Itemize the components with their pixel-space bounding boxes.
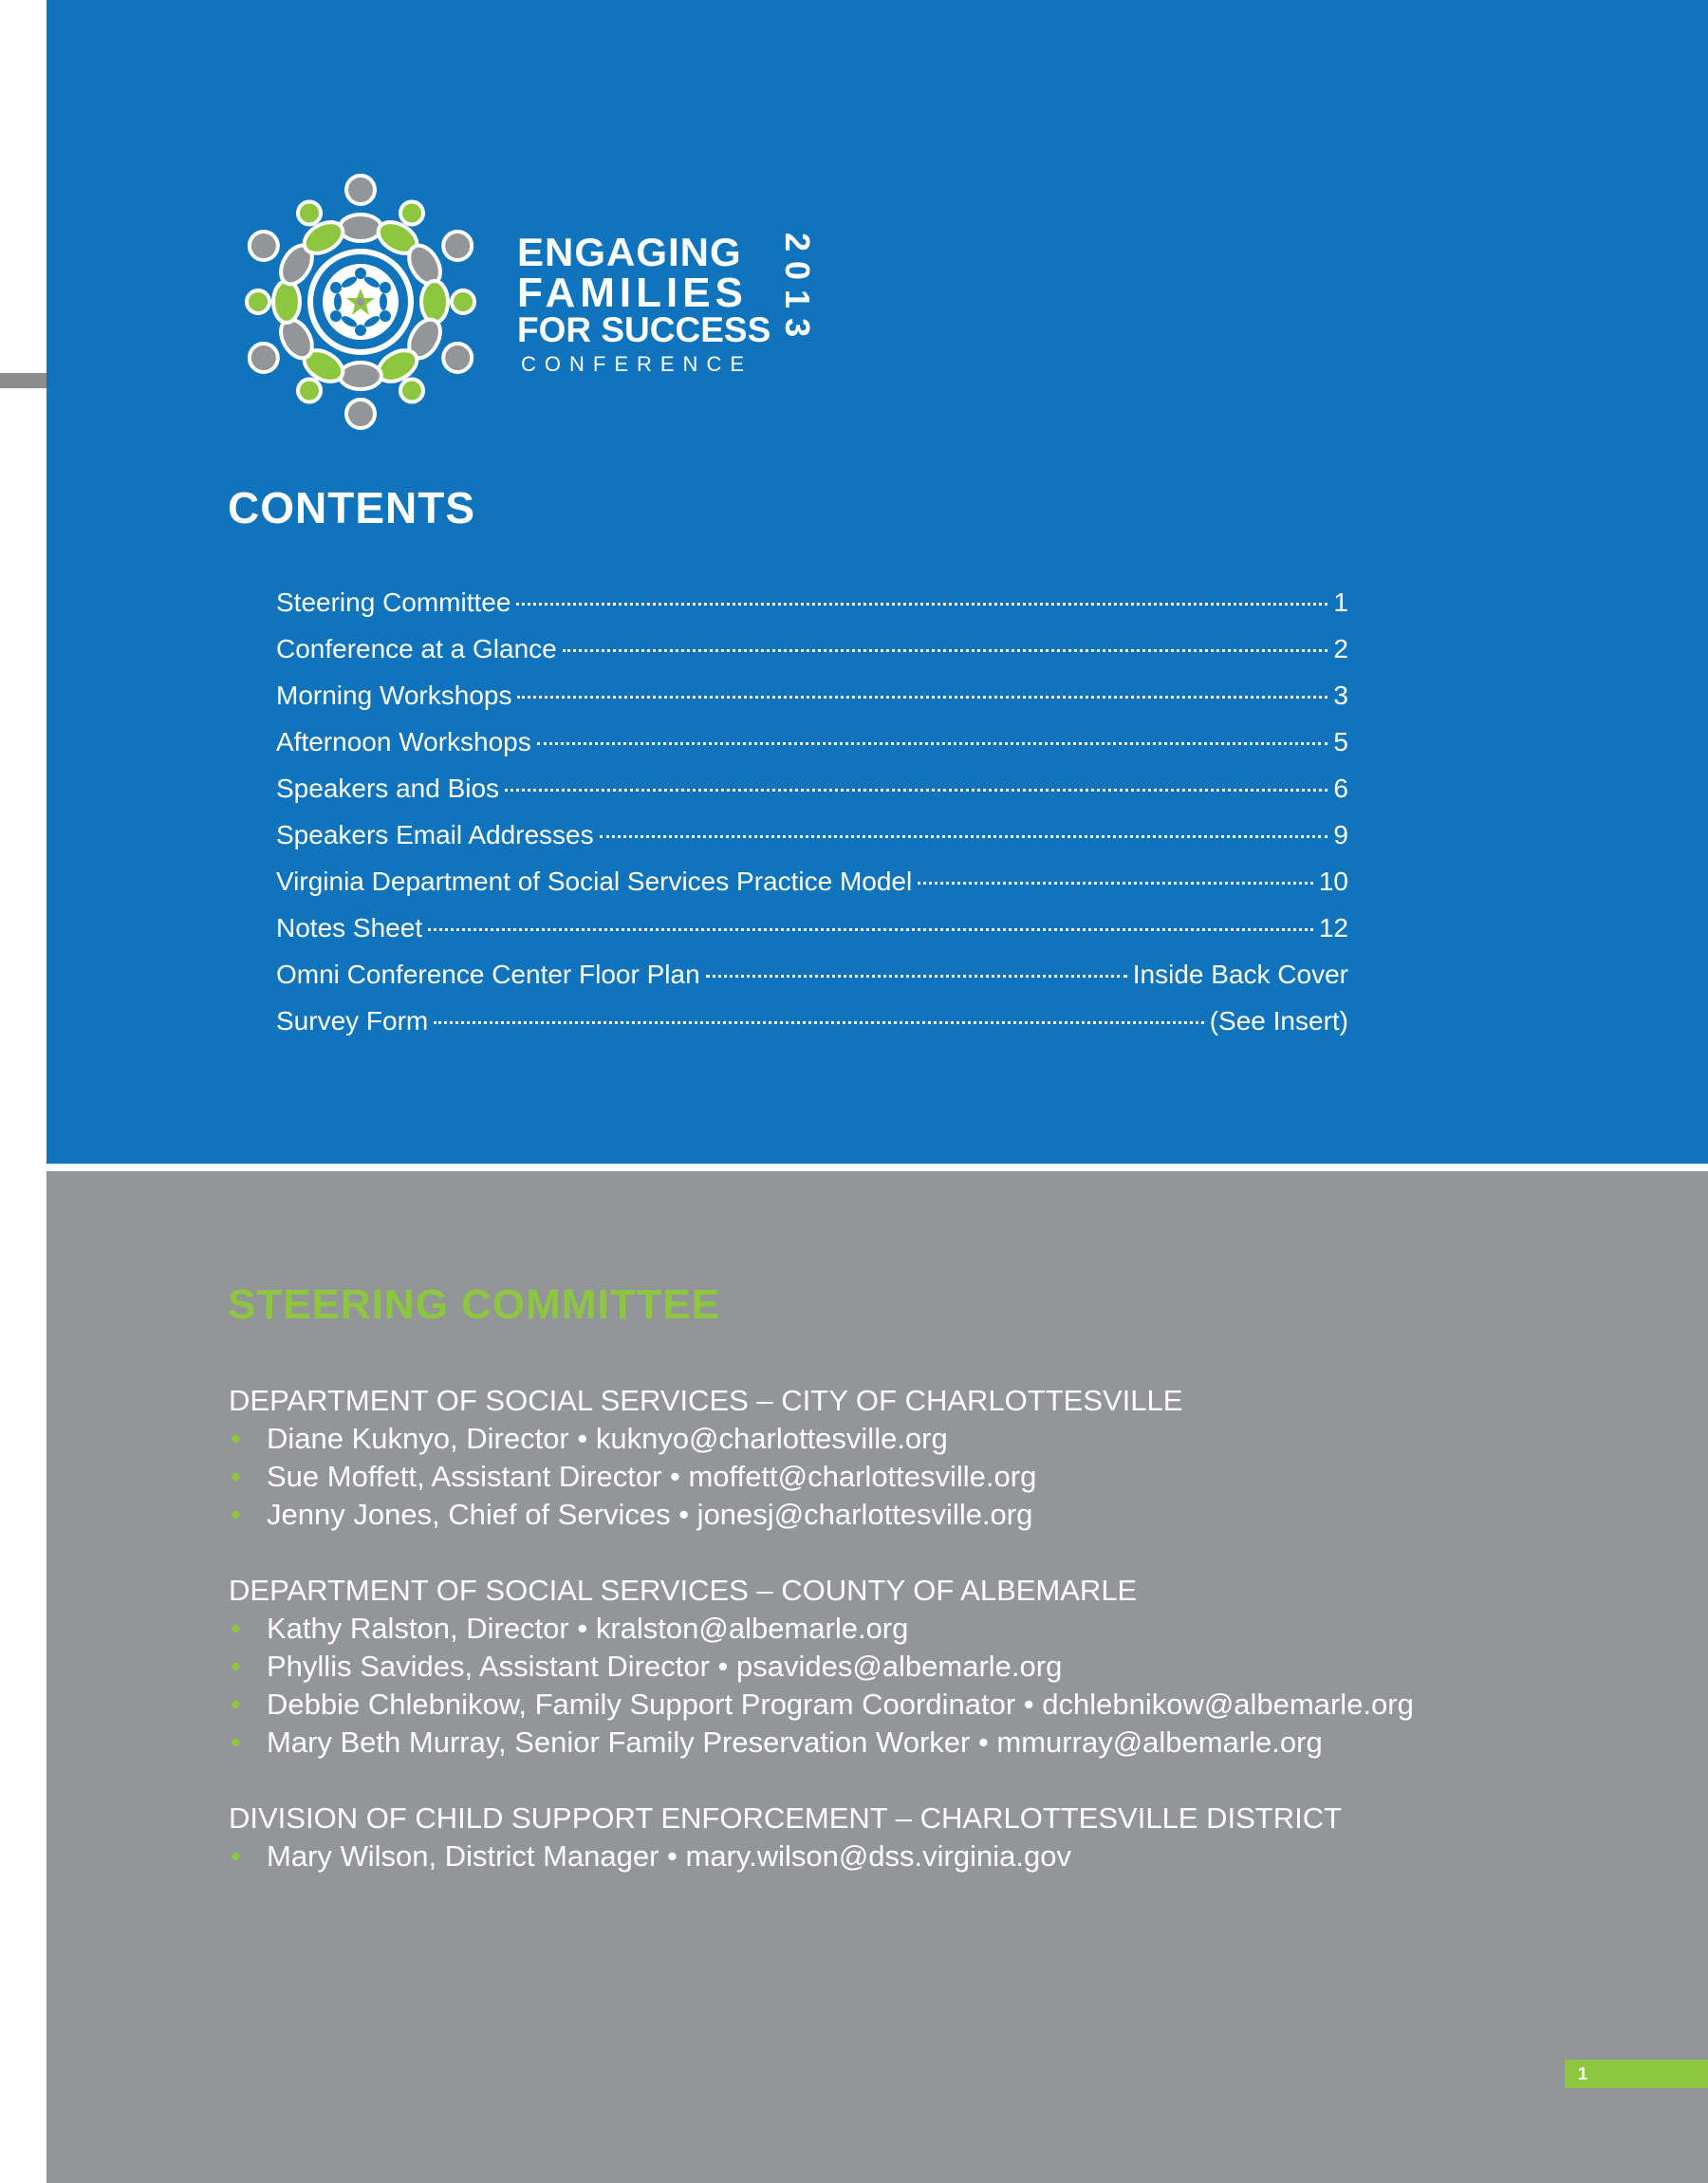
member-text: Mary Wilson, District Manager • mary.wilson@dss.virginia.gov [267, 1839, 1071, 1873]
department-name: DEPARTMENT OF SOCIAL SERVICES – CITY OF CHARLOTTESVILLE [229, 1384, 1183, 1417]
toc-item[interactable] [276, 727, 1348, 774]
member-text: Kathy Ralston, Director • kralston@albemarle.org [267, 1612, 909, 1645]
member-item [229, 1610, 1414, 1648]
gray-figure-head [250, 232, 278, 260]
toc-item-label: Speakers and Bios [276, 774, 500, 803]
inner-figure-head [330, 310, 342, 322]
toc-leader [434, 1021, 1203, 1024]
steering-committee-heading: STEERING COMMITTEE [228, 1281, 721, 1328]
conference-logo-emblem [235, 159, 486, 444]
member-list [229, 1420, 1182, 1534]
toc-item-page: 3 [1333, 681, 1348, 710]
bullet-icon: • [231, 1839, 241, 1873]
table-of-contents [276, 588, 1348, 1053]
gray-figure-head [443, 344, 472, 372]
logo-line-for-success: FOR SUCCESS [517, 310, 771, 349]
toc-item-label: Speakers Email Addresses [276, 820, 594, 849]
logo-year: 2013 [778, 233, 817, 347]
gray-figure-body [340, 215, 381, 241]
toc-item[interactable] [276, 867, 1348, 913]
toc-item-label: Afternoon Workshops [276, 727, 531, 756]
department-name: DIVISION OF CHILD SUPPORT ENFORCEMENT – CHARLOTTESVILLE DISTRICT [229, 1801, 1343, 1835]
inner-figure-head [380, 282, 391, 293]
toc-item[interactable] [276, 588, 1348, 634]
member-item [229, 1686, 1414, 1724]
toc-leader [516, 603, 1327, 606]
member-text: Debbie Chlebnikow, Family Support Program Coordinator • dchlebnikow@albemarle.org [267, 1688, 1414, 1721]
toc-leader [505, 789, 1327, 792]
toc-item-label: Survey Form [276, 1006, 429, 1036]
page-edge-marker [0, 373, 46, 388]
member-text: Phyllis Savides, Assistant Director • psavides@albemarle.org [267, 1650, 1063, 1683]
member-item [229, 1420, 1182, 1458]
gray-figure-body [340, 363, 381, 389]
toc-item-page: 6 [1333, 774, 1348, 803]
toc-leader [428, 928, 1313, 931]
toc-item[interactable] [276, 634, 1348, 681]
bullet-icon: • [231, 1650, 241, 1683]
member-text: Jenny Jones, Chief of Services • jonesj@charlottesville.org [267, 1498, 1033, 1531]
toc-item-label: Steering Committee [276, 588, 511, 617]
inner-figure-body [380, 293, 387, 310]
bullet-icon: • [231, 1460, 241, 1493]
toc-item-label: Conference at a Glance [276, 634, 557, 663]
toc-item[interactable] [276, 820, 1348, 867]
member-list [229, 1610, 1414, 1762]
toc-item-page: 12 [1318, 913, 1348, 942]
gray-figure-head [443, 232, 472, 260]
toc-leader [918, 882, 1313, 885]
logo-line-families: FAMILIES [517, 270, 748, 316]
toc-item[interactable] [276, 681, 1348, 727]
green-figure-head [400, 380, 423, 402]
gray-figure-head [346, 400, 375, 428]
department-block [229, 1572, 1414, 1762]
member-text: Diane Kuknyo, Director • kuknyo@charlottesville.org [267, 1422, 948, 1455]
logo-line-conference: CONFERENCE [521, 352, 753, 376]
green-figure-head [247, 290, 269, 313]
gray-figure-head [346, 176, 375, 204]
inner-figure-body [334, 293, 342, 310]
toc-leader [537, 742, 1328, 745]
bullet-icon: • [231, 1422, 241, 1455]
member-text: Mary Beth Murray, Senior Family Preservation Worker • mmurray@albemarle.org [267, 1726, 1323, 1759]
toc-item-page: 9 [1333, 820, 1348, 849]
green-figure-body [421, 281, 448, 323]
toc-item-page: 2 [1333, 634, 1348, 663]
gray-figure-head [250, 344, 278, 372]
toc-item[interactable] [276, 774, 1348, 820]
toc-leader [600, 835, 1328, 838]
toc-item-label: Omni Conference Center Floor Plan [276, 960, 700, 989]
toc-item-page: (See Insert) [1209, 1006, 1348, 1036]
bullet-icon: • [231, 1726, 241, 1759]
toc-item-page: 10 [1318, 867, 1348, 896]
green-figure-head [452, 290, 474, 313]
green-figure-head [400, 201, 423, 224]
bullet-icon: • [231, 1612, 241, 1645]
toc-item-page: 1 [1333, 588, 1348, 617]
department-name: DEPARTMENT OF SOCIAL SERVICES – COUNTY OF ALBEMARLE [229, 1574, 1138, 1607]
contents-heading: CONTENTS [228, 483, 475, 532]
inner-figure-head [330, 282, 342, 293]
member-list [229, 1838, 1342, 1875]
member-item [229, 1838, 1342, 1875]
member-item [229, 1458, 1182, 1496]
page-number-badge [1565, 2060, 1708, 2088]
member-item [229, 1648, 1414, 1686]
inner-figure-head [355, 268, 366, 279]
toc-leader [706, 975, 1127, 978]
member-item [229, 1724, 1414, 1762]
toc-item-page: Inside Back Cover [1132, 960, 1348, 989]
toc-leader [563, 649, 1328, 652]
inner-figure-head [380, 310, 391, 322]
green-figure-head [298, 201, 321, 224]
bullet-icon: • [231, 1688, 241, 1721]
conference-logo-text [517, 230, 821, 384]
member-text: Sue Moffett, Assistant Director • moffett@charlottesville.org [267, 1460, 1037, 1493]
toc-item-label: Notes Sheet [276, 913, 423, 942]
department-block [229, 1382, 1182, 1534]
member-item [229, 1496, 1182, 1534]
page-number: 1 [1578, 2064, 1588, 2083]
toc-item-page: 5 [1333, 727, 1348, 756]
toc-item[interactable] [276, 960, 1348, 1006]
toc-item[interactable] [276, 1006, 1348, 1053]
logo-line-engaging: ENGAGING [517, 230, 742, 274]
inner-figure-head [355, 325, 366, 336]
toc-leader [517, 696, 1327, 699]
green-figure-body [273, 281, 300, 323]
bullet-icon: • [231, 1498, 241, 1531]
toc-item-label: Virginia Department of Social Services Practice Model [276, 867, 913, 896]
toc-item-label: Morning Workshops [276, 681, 512, 710]
green-figure-head [298, 380, 321, 402]
toc-item[interactable] [276, 913, 1348, 960]
department-block [229, 1800, 1342, 1875]
